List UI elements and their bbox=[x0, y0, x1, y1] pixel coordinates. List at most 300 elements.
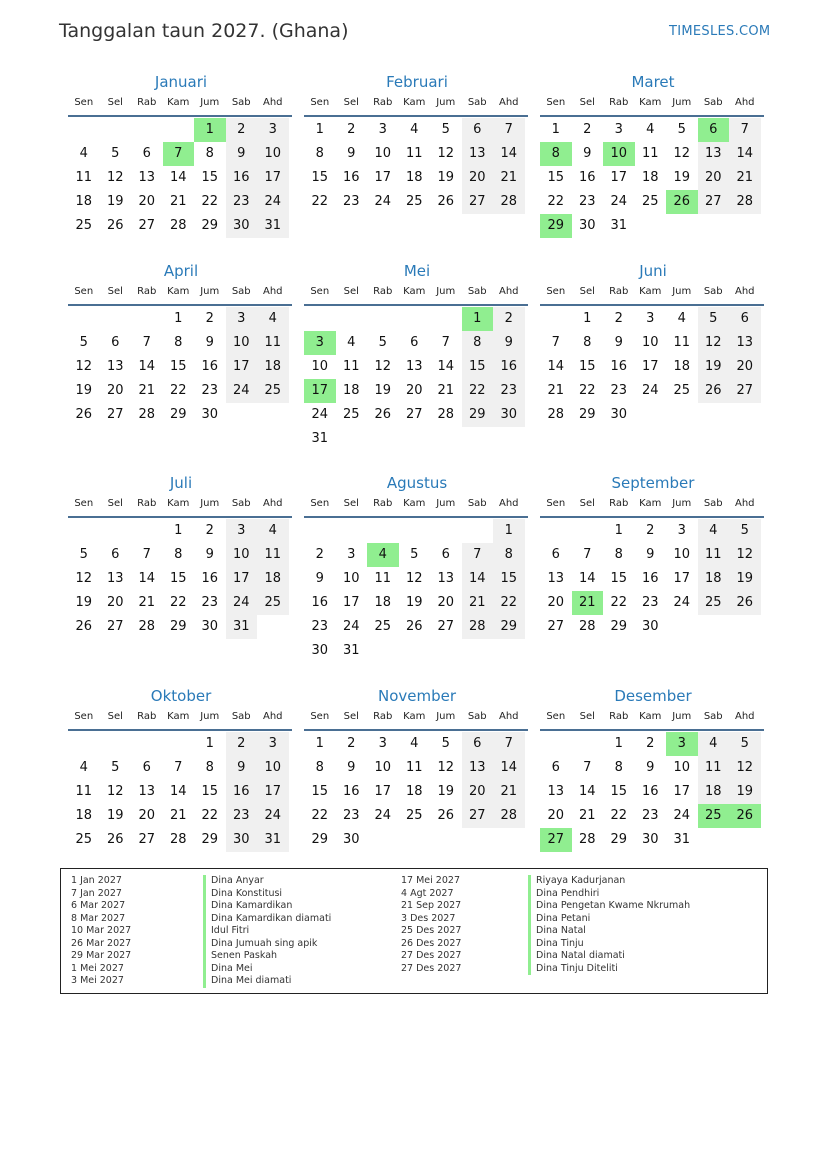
weekday-label: Ahd bbox=[734, 97, 755, 108]
day-cell: 11 bbox=[673, 335, 691, 350]
day-cell: 26 bbox=[698, 379, 730, 403]
day-cell: 20 bbox=[138, 194, 156, 209]
day-cell: 19 bbox=[437, 170, 455, 185]
empty-cell bbox=[540, 732, 572, 756]
day-cell: 28 bbox=[547, 407, 565, 422]
day-cell: 12 bbox=[437, 760, 455, 775]
day-cell: 13 bbox=[138, 784, 156, 799]
day-cell: 7 bbox=[441, 335, 450, 350]
day-cell: 13 bbox=[698, 142, 730, 166]
day-cell: 27 bbox=[405, 407, 423, 422]
day-cell: 22 bbox=[610, 808, 628, 823]
day-cell: 11 bbox=[405, 146, 423, 161]
day-cell: 19 bbox=[729, 780, 761, 804]
holiday-day: 26 bbox=[729, 804, 761, 828]
day-cell: 17 bbox=[257, 166, 289, 190]
day-cell: 29 bbox=[462, 403, 494, 427]
empty-cell bbox=[131, 307, 163, 331]
legend-date: 4 Agt 2027 bbox=[401, 887, 454, 899]
weekday-header bbox=[540, 282, 764, 306]
holiday-day: 29 bbox=[540, 214, 572, 238]
day-cell: 25 bbox=[342, 407, 360, 422]
day-cell: 19 bbox=[106, 194, 124, 209]
holiday-day: 3 bbox=[304, 331, 336, 355]
legend-holiday-name: Dina Pendhiri bbox=[528, 888, 690, 901]
day-cell: 3 bbox=[378, 122, 387, 137]
day-cell: 21 bbox=[462, 591, 494, 615]
day-cell: 5 bbox=[79, 547, 88, 562]
day-cell: 21 bbox=[138, 383, 156, 398]
empty-cell bbox=[100, 118, 132, 142]
day-cell: 24 bbox=[226, 379, 258, 403]
day-cell: 7 bbox=[174, 760, 183, 775]
day-cell: 2 bbox=[347, 736, 356, 751]
weekday-label: Kam bbox=[167, 97, 190, 108]
weekday-label: Sab bbox=[703, 711, 723, 722]
day-cell: 2 bbox=[226, 118, 258, 142]
day-cell: 20 bbox=[106, 595, 124, 610]
day-cell: 31 bbox=[673, 832, 691, 847]
day-cell: 27 bbox=[138, 832, 156, 847]
day-grid bbox=[304, 118, 528, 214]
weekday-label: Sel bbox=[343, 286, 359, 297]
day-cell: 12 bbox=[729, 543, 761, 567]
day-cell: 14 bbox=[169, 170, 187, 185]
day-cell: 18 bbox=[405, 784, 423, 799]
empty-cell bbox=[572, 732, 604, 756]
day-cell: 21 bbox=[169, 808, 187, 823]
legend-holiday-name: Dina Pengetan Kwame Nkrumah bbox=[528, 900, 690, 913]
day-cell: 25 bbox=[641, 194, 659, 209]
day-cell: 9 bbox=[614, 335, 623, 350]
day-cell: 27 bbox=[547, 619, 565, 634]
day-cell: 17 bbox=[226, 567, 258, 591]
day-cell: 25 bbox=[673, 383, 691, 398]
weekday-header bbox=[540, 93, 764, 117]
day-cell: 30 bbox=[226, 828, 258, 852]
day-cell: 8 bbox=[583, 335, 592, 350]
day-cell: 27 bbox=[698, 190, 730, 214]
day-cell: 12 bbox=[729, 756, 761, 780]
day-cell: 12 bbox=[405, 571, 423, 586]
day-cell: 21 bbox=[578, 808, 596, 823]
month-name: November bbox=[377, 687, 457, 705]
day-cell: 30 bbox=[201, 619, 219, 634]
day-cell: 29 bbox=[201, 218, 219, 233]
day-cell: 4 bbox=[79, 760, 88, 775]
month-juni bbox=[542, 261, 764, 427]
day-cell: 26 bbox=[106, 218, 124, 233]
day-cell: 28 bbox=[437, 407, 455, 422]
day-cell: 26 bbox=[729, 591, 761, 615]
day-cell: 8 bbox=[315, 146, 324, 161]
day-cell: 27 bbox=[462, 804, 494, 828]
day-cell: 25 bbox=[257, 379, 289, 403]
weekday-label: Kam bbox=[639, 286, 662, 297]
month-desember bbox=[542, 686, 764, 852]
weekday-label: Jum bbox=[200, 498, 220, 509]
day-cell: 9 bbox=[583, 146, 592, 161]
page-title: Tanggalan taun 2027. (Ghana) bbox=[59, 20, 349, 42]
legend-date: 21 Sep 2027 bbox=[401, 900, 462, 911]
holiday-day: 21 bbox=[572, 591, 604, 615]
weekday-label: Rab bbox=[373, 97, 393, 108]
legend-dates-left bbox=[71, 875, 131, 988]
day-cell: 29 bbox=[311, 832, 329, 847]
day-cell: 17 bbox=[374, 170, 392, 185]
holiday-day: 27 bbox=[540, 828, 572, 852]
legend-dates-right bbox=[401, 875, 461, 975]
day-cell: 28 bbox=[462, 615, 494, 639]
weekday-label: Sab bbox=[467, 97, 487, 108]
day-cell: 8 bbox=[493, 543, 525, 567]
empty-cell bbox=[163, 118, 195, 142]
day-cell: 21 bbox=[138, 595, 156, 610]
day-cell: 18 bbox=[342, 383, 360, 398]
day-cell: 16 bbox=[201, 359, 219, 374]
day-cell: 15 bbox=[493, 567, 525, 591]
legend-holiday-name: Dina Konstitusi bbox=[203, 888, 331, 901]
day-cell: 14 bbox=[493, 756, 525, 780]
day-cell: 18 bbox=[698, 780, 730, 804]
day-cell: 23 bbox=[201, 595, 219, 610]
legend-holiday-name: Dina Tinju Diteliti bbox=[528, 963, 690, 976]
weekday-label: Rab bbox=[609, 97, 629, 108]
empty-cell bbox=[336, 519, 368, 543]
weekday-label: Kam bbox=[639, 498, 662, 509]
month-maret bbox=[542, 72, 764, 238]
day-cell: 20 bbox=[698, 166, 730, 190]
weekday-label: Kam bbox=[639, 711, 662, 722]
day-cell: 14 bbox=[547, 359, 565, 374]
holiday-day: 17 bbox=[304, 379, 336, 403]
day-grid bbox=[68, 118, 292, 238]
weekday-label: Jum bbox=[672, 286, 692, 297]
day-cell: 8 bbox=[462, 331, 494, 355]
day-cell: 24 bbox=[673, 808, 691, 823]
day-cell: 22 bbox=[610, 595, 628, 610]
legend-date: 27 Des 2027 bbox=[401, 962, 462, 974]
day-cell: 12 bbox=[106, 784, 124, 799]
day-cell: 18 bbox=[405, 170, 423, 185]
legend-names-right bbox=[528, 875, 690, 975]
day-cell: 20 bbox=[106, 383, 124, 398]
weekday-label: Sel bbox=[107, 286, 123, 297]
day-cell: 31 bbox=[257, 214, 289, 238]
weekday-label: Sen bbox=[546, 498, 566, 509]
day-cell: 8 bbox=[174, 547, 183, 562]
day-cell: 29 bbox=[201, 832, 219, 847]
legend-date: 6 Mar 2027 bbox=[71, 900, 126, 911]
day-cell: 26 bbox=[75, 619, 93, 634]
day-cell: 13 bbox=[462, 756, 494, 780]
month-name: Mei bbox=[403, 262, 431, 280]
day-cell: 21 bbox=[729, 166, 761, 190]
weekday-label: Sen bbox=[74, 286, 94, 297]
day-cell: 13 bbox=[729, 331, 761, 355]
month-september bbox=[542, 473, 764, 639]
day-cell: 17 bbox=[374, 784, 392, 799]
day-cell: 30 bbox=[641, 619, 659, 634]
legend-holiday-name: Dina Jumuah sing apik bbox=[203, 938, 331, 951]
empty-cell bbox=[540, 307, 572, 331]
weekday-label: Rab bbox=[373, 498, 393, 509]
weekday-label: Sen bbox=[546, 286, 566, 297]
day-cell: 26 bbox=[374, 407, 392, 422]
day-cell: 2 bbox=[315, 547, 324, 562]
weekday-label: Ahd bbox=[498, 97, 519, 108]
day-cell: 13 bbox=[547, 784, 565, 799]
day-cell: 23 bbox=[610, 383, 628, 398]
day-cell: 7 bbox=[551, 335, 560, 350]
day-cell: 30 bbox=[578, 218, 596, 233]
day-cell: 20 bbox=[547, 808, 565, 823]
day-cell: 12 bbox=[698, 331, 730, 355]
month-november bbox=[306, 686, 528, 852]
weekday-header bbox=[304, 93, 528, 117]
day-cell: 18 bbox=[673, 359, 691, 374]
day-cell: 25 bbox=[75, 832, 93, 847]
day-grid bbox=[540, 732, 764, 852]
legend-date: 8 Mar 2027 bbox=[71, 912, 126, 924]
empty-cell bbox=[304, 519, 336, 543]
day-cell: 29 bbox=[578, 407, 596, 422]
day-grid bbox=[68, 307, 292, 427]
day-cell: 9 bbox=[646, 760, 655, 775]
day-cell: 14 bbox=[493, 142, 525, 166]
day-cell: 12 bbox=[374, 359, 392, 374]
day-cell: 5 bbox=[79, 335, 88, 350]
day-cell: 7 bbox=[493, 732, 525, 756]
weekday-header bbox=[304, 494, 528, 518]
day-cell: 26 bbox=[106, 832, 124, 847]
day-cell: 22 bbox=[169, 595, 187, 610]
day-cell: 3 bbox=[226, 519, 258, 543]
day-cell: 12 bbox=[437, 146, 455, 161]
day-grid bbox=[540, 519, 764, 639]
weekday-label: Rab bbox=[137, 711, 157, 722]
day-cell: 4 bbox=[698, 732, 730, 756]
day-cell: 23 bbox=[578, 194, 596, 209]
weekday-label: Ahd bbox=[734, 286, 755, 297]
legend-date: 1 Jan 2027 bbox=[71, 875, 122, 886]
day-cell: 9 bbox=[205, 547, 214, 562]
day-cell: 5 bbox=[729, 519, 761, 543]
legend-holiday-name: Riyaya Kadurjanan bbox=[528, 875, 690, 888]
day-cell: 22 bbox=[578, 383, 596, 398]
day-cell: 20 bbox=[729, 355, 761, 379]
day-cell: 4 bbox=[410, 736, 419, 751]
weekday-label: Jum bbox=[436, 286, 456, 297]
day-cell: 10 bbox=[257, 756, 289, 780]
day-cell: 11 bbox=[374, 571, 392, 586]
empty-cell bbox=[572, 519, 604, 543]
weekday-header bbox=[304, 707, 528, 731]
day-cell: 4 bbox=[79, 146, 88, 161]
holiday-day: 4 bbox=[367, 543, 399, 567]
day-cell: 25 bbox=[405, 808, 423, 823]
day-grid bbox=[304, 307, 528, 451]
day-cell: 12 bbox=[673, 146, 691, 161]
day-cell: 23 bbox=[311, 619, 329, 634]
legend-holiday-name: Dina Kamardikan bbox=[203, 900, 331, 913]
day-grid bbox=[304, 732, 528, 852]
weekday-label: Ahd bbox=[734, 498, 755, 509]
day-cell: 31 bbox=[342, 643, 360, 658]
weekday-label: Ahd bbox=[498, 711, 519, 722]
day-cell: 3 bbox=[646, 311, 655, 326]
weekday-label: Sel bbox=[579, 498, 595, 509]
legend-holiday-name: Idul Fitri bbox=[203, 925, 331, 938]
day-cell: 18 bbox=[257, 567, 289, 591]
day-cell: 31 bbox=[226, 615, 258, 639]
empty-cell bbox=[430, 307, 462, 331]
day-cell: 16 bbox=[226, 166, 258, 190]
weekday-label: Sab bbox=[703, 286, 723, 297]
day-cell: 7 bbox=[142, 547, 151, 562]
weekday-label: Sel bbox=[107, 498, 123, 509]
day-cell: 10 bbox=[342, 571, 360, 586]
day-cell: 21 bbox=[169, 194, 187, 209]
day-cell: 26 bbox=[75, 407, 93, 422]
day-cell: 2 bbox=[226, 732, 258, 756]
day-cell: 24 bbox=[311, 407, 329, 422]
empty-cell bbox=[399, 307, 431, 331]
day-cell: 10 bbox=[374, 146, 392, 161]
legend-holiday-name: Dina Mei diamati bbox=[203, 975, 331, 988]
empty-cell bbox=[68, 519, 100, 543]
day-cell: 30 bbox=[342, 832, 360, 847]
day-cell: 17 bbox=[641, 359, 659, 374]
legend-holiday-name: Dina Natal bbox=[528, 925, 690, 938]
day-cell: 15 bbox=[610, 784, 628, 799]
day-cell: 14 bbox=[169, 784, 187, 799]
day-cell: 11 bbox=[75, 784, 93, 799]
day-cell: 14 bbox=[437, 359, 455, 374]
day-cell: 9 bbox=[205, 335, 214, 350]
day-cell: 10 bbox=[226, 331, 258, 355]
day-cell: 2 bbox=[646, 523, 655, 538]
day-cell: 1 bbox=[205, 736, 214, 751]
legend-holiday-name: Dina Mei bbox=[203, 963, 331, 976]
day-cell: 5 bbox=[677, 122, 686, 137]
weekday-label: Sel bbox=[343, 97, 359, 108]
legend-date: 27 Des 2027 bbox=[401, 950, 462, 961]
empty-cell bbox=[100, 732, 132, 756]
day-cell: 6 bbox=[111, 335, 120, 350]
weekday-label: Kam bbox=[403, 711, 426, 722]
month-januari bbox=[70, 72, 292, 238]
day-cell: 30 bbox=[641, 832, 659, 847]
day-cell: 19 bbox=[106, 808, 124, 823]
weekday-label: Jum bbox=[200, 286, 220, 297]
site-link[interactable]: TIMESLES.COM bbox=[669, 24, 771, 39]
day-cell: 13 bbox=[462, 142, 494, 166]
day-cell: 27 bbox=[729, 379, 761, 403]
day-cell: 19 bbox=[698, 355, 730, 379]
weekday-label: Sel bbox=[107, 711, 123, 722]
day-cell: 12 bbox=[106, 170, 124, 185]
month-oktober bbox=[70, 686, 292, 852]
day-cell: 22 bbox=[311, 808, 329, 823]
day-cell: 13 bbox=[437, 571, 455, 586]
day-cell: 20 bbox=[437, 595, 455, 610]
month-agustus bbox=[306, 473, 528, 663]
day-cell: 9 bbox=[347, 146, 356, 161]
day-cell: 24 bbox=[342, 619, 360, 634]
day-cell: 22 bbox=[169, 383, 187, 398]
empty-cell bbox=[304, 307, 336, 331]
weekday-label: Sel bbox=[343, 498, 359, 509]
weekday-label: Sab bbox=[231, 286, 251, 297]
weekday-label: Jum bbox=[200, 711, 220, 722]
day-cell: 17 bbox=[673, 784, 691, 799]
holiday-day: 3 bbox=[666, 732, 698, 756]
day-cell: 6 bbox=[551, 547, 560, 562]
day-cell: 29 bbox=[610, 619, 628, 634]
weekday-label: Rab bbox=[137, 286, 157, 297]
day-cell: 2 bbox=[347, 122, 356, 137]
day-cell: 18 bbox=[257, 355, 289, 379]
day-cell: 10 bbox=[673, 547, 691, 562]
month-name: Januari bbox=[154, 73, 208, 91]
day-cell: 8 bbox=[174, 335, 183, 350]
empty-cell bbox=[131, 732, 163, 756]
day-cell: 10 bbox=[311, 359, 329, 374]
day-cell: 30 bbox=[610, 407, 628, 422]
day-cell: 16 bbox=[493, 355, 525, 379]
weekday-label: Sen bbox=[546, 711, 566, 722]
weekday-label: Sab bbox=[703, 498, 723, 509]
day-cell: 18 bbox=[75, 808, 93, 823]
day-cell: 6 bbox=[142, 146, 151, 161]
weekday-label: Sab bbox=[231, 711, 251, 722]
day-cell: 19 bbox=[729, 567, 761, 591]
day-cell: 19 bbox=[75, 383, 93, 398]
day-cell: 14 bbox=[138, 571, 156, 586]
empty-cell bbox=[367, 519, 399, 543]
weekday-label: Ahd bbox=[262, 286, 283, 297]
legend-holiday-name: Dina Kamardikan diamati bbox=[203, 913, 331, 926]
day-cell: 8 bbox=[315, 760, 324, 775]
empty-cell bbox=[68, 307, 100, 331]
day-cell: 13 bbox=[405, 359, 423, 374]
holiday-day: 8 bbox=[540, 142, 572, 166]
day-cell: 18 bbox=[641, 170, 659, 185]
weekday-label: Ahd bbox=[262, 498, 283, 509]
day-cell: 5 bbox=[729, 732, 761, 756]
day-cell: 27 bbox=[437, 619, 455, 634]
day-cell: 25 bbox=[75, 218, 93, 233]
day-cell: 22 bbox=[201, 808, 219, 823]
weekday-header bbox=[68, 494, 292, 518]
weekday-label: Kam bbox=[639, 97, 662, 108]
day-cell: 10 bbox=[641, 335, 659, 350]
day-cell: 28 bbox=[138, 619, 156, 634]
day-grid bbox=[540, 118, 764, 238]
empty-cell bbox=[399, 519, 431, 543]
month-name: Agustus bbox=[386, 474, 448, 492]
day-cell: 16 bbox=[226, 780, 258, 804]
day-cell: 5 bbox=[698, 307, 730, 331]
weekday-label: Sen bbox=[74, 97, 94, 108]
day-grid bbox=[304, 519, 528, 663]
day-cell: 19 bbox=[437, 784, 455, 799]
empty-cell bbox=[163, 732, 195, 756]
day-cell: 8 bbox=[614, 760, 623, 775]
day-cell: 20 bbox=[462, 780, 494, 804]
day-cell: 4 bbox=[257, 307, 289, 331]
